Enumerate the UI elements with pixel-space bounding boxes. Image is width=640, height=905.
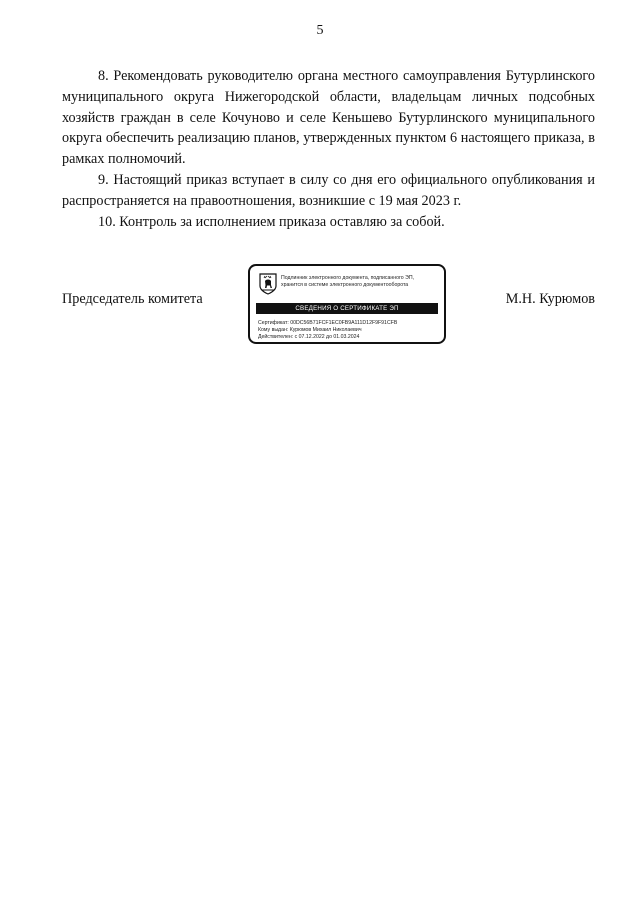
signer-title: Председатель комитета bbox=[62, 291, 203, 307]
signer-name: М.Н. Курюмов bbox=[505, 291, 595, 307]
coat-of-arms-deer-icon bbox=[259, 273, 277, 295]
stamp-validity: Действителен: с 07.12.2022 до 01.03.2024 bbox=[258, 334, 360, 340]
page-number: 5 bbox=[316, 23, 324, 38]
paragraph-9: 9. Настоящий приказ вступает в силу со дня его официального опубликования и распространяется на правоотношения, возникшие с 19 мая 2023 г. bbox=[62, 171, 595, 209]
document-body bbox=[62, 66, 595, 232]
stamp-header-line: хранится в системе электронного документооборота bbox=[281, 281, 409, 288]
stamp-certificate-bar: СВЕДЕНИЯ О СЕРТИФИКАТЕ ЭП bbox=[256, 303, 438, 314]
electronic-signature-stamp bbox=[248, 264, 446, 344]
signature-block bbox=[62, 264, 595, 354]
paragraph-10: 10. Контроль за исполнением приказа оставляю за собой. bbox=[98, 213, 445, 230]
stamp-certificate-number: Сертификат: 00DC56B71FCF1EC0FB9A111D12F9F91CFB bbox=[258, 320, 398, 326]
stamp-header-line: Подлинник электронного документа, подписанного ЭП, bbox=[281, 275, 415, 281]
stamp-issued-to: Кому выдан: Курюмов Михаил Николаевич bbox=[258, 327, 362, 333]
stamp-header bbox=[281, 275, 443, 288]
paragraph-8: 8. Рекомендовать руководителю органа местного самоуправления Бутурлинского муниципального округа Нижегородской области, владельцам личных подсобных хозяйств граждан в селе Кочуново и селе Кеньшево Бутурлинского муниципального округа обеспечить реализацию планов, утвержденных пунктом 6 настоящего приказа, в рамках полномочий. bbox=[62, 68, 595, 168]
stamp-details bbox=[258, 320, 440, 341]
